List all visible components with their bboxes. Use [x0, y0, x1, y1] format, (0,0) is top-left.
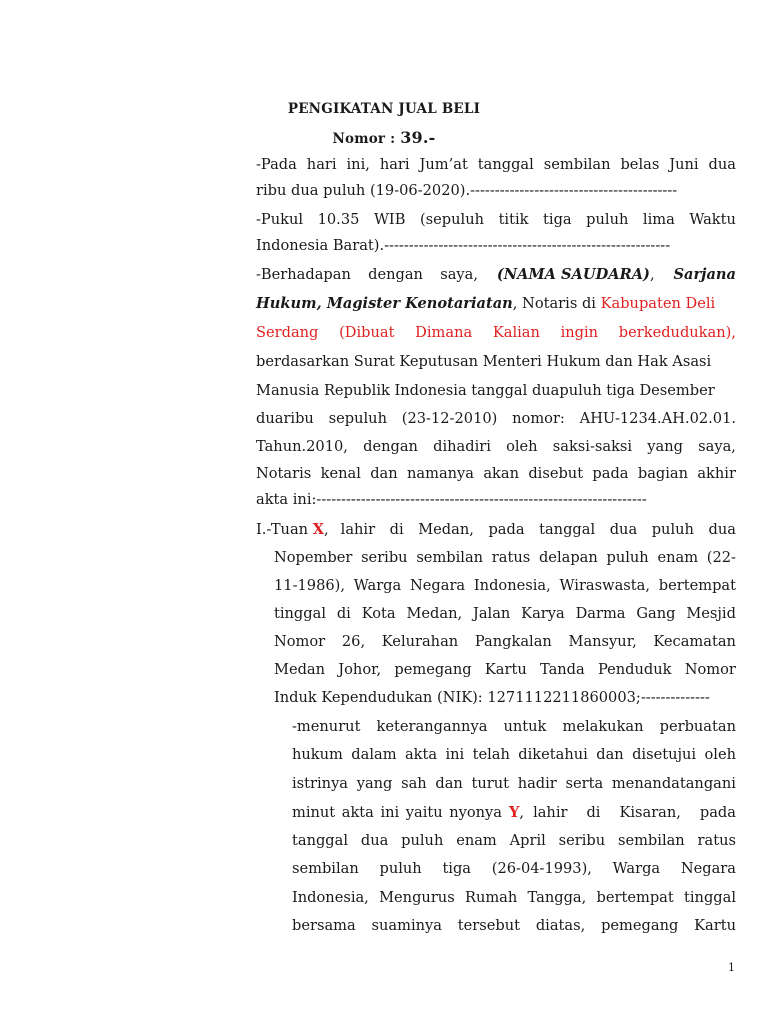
word: Kota [361, 605, 396, 622]
word: puluh [651, 521, 694, 538]
word: minut [292, 804, 336, 821]
word: tanggal [539, 521, 596, 538]
p2-line-1 [256, 210, 736, 230]
p4-line-2 [274, 548, 736, 568]
notary-title: Hukum, Magister Kenotariatan [256, 295, 513, 312]
word: titik [498, 211, 529, 228]
nomor-label: Nomor : [332, 131, 401, 147]
word: Mansyur, [568, 633, 637, 650]
p3-l1-words [256, 265, 478, 285]
word: Darma [575, 605, 626, 622]
word: disetujui [632, 746, 697, 763]
word: yang [647, 438, 683, 455]
word: saya, [698, 438, 736, 455]
word: dua [708, 156, 736, 173]
word: kenal [320, 465, 361, 482]
word: ratus [697, 832, 736, 849]
word: Gang [636, 605, 676, 622]
word: 26, [341, 633, 366, 650]
word: Juni [669, 156, 699, 173]
word: ini [445, 746, 465, 763]
word: Nomor [684, 661, 736, 678]
word: puluh [586, 211, 629, 228]
word: AHU-1234.AH.02.01. [579, 410, 736, 427]
word: sepuluh [328, 410, 387, 427]
word: (Dibuat [339, 324, 395, 341]
word: Kartu [484, 661, 527, 678]
word: lima [642, 211, 675, 228]
word: oleh [704, 746, 736, 763]
p3-line-9: akta ini:------------------------------------------------------------------- [256, 491, 647, 508]
word: Warga [353, 577, 402, 594]
p4-line-3 [274, 576, 736, 596]
word: puluh [401, 832, 444, 849]
word: puluh [606, 549, 649, 566]
p3-line-7 [256, 437, 736, 457]
word: Penduduk [597, 661, 672, 678]
word: Kartu [694, 917, 736, 934]
word: menandatangani [611, 775, 736, 792]
word: WIB [373, 211, 406, 228]
word: -Pukul [256, 211, 304, 228]
p5-line-4: minut akta ini yaitu nyonya Y, lahir di Kisaran, pada [292, 804, 736, 821]
word: Warga [612, 860, 661, 877]
word: lahir [340, 521, 376, 538]
word: bertempat [596, 889, 674, 906]
word: di [389, 521, 404, 538]
p4-line-4 [274, 604, 736, 624]
word: Rumah [464, 889, 518, 906]
word: keterangannya [376, 718, 488, 735]
word: ingin [560, 324, 599, 341]
word: untuk [503, 718, 547, 735]
notary-name: (NAMA SAUDARA) [496, 266, 650, 283]
word: akhir [697, 465, 736, 482]
word: saksi-saksi [552, 438, 633, 455]
word: Negara [410, 577, 466, 594]
word: Dimana [415, 324, 473, 341]
p4-line-5 [274, 632, 736, 652]
word: Jalan [472, 605, 511, 622]
word: dua [360, 832, 389, 849]
word: dua [708, 521, 736, 538]
word: sah [401, 775, 427, 792]
word: tinggal [684, 889, 736, 906]
word: nyonya [449, 804, 502, 821]
word: 11-1986), [274, 577, 345, 594]
word: sembilan [543, 156, 611, 173]
p2-line-2: Indonesia Barat).---------------------------------------------------------- [256, 237, 671, 254]
word: Karya [521, 605, 565, 622]
word: dengan [363, 438, 418, 455]
word: (23-12-2010) [401, 410, 498, 427]
word: dan [596, 746, 624, 763]
word: sembilan [416, 549, 484, 566]
p5-line-7 [292, 888, 736, 908]
word: Medan [274, 661, 326, 678]
word: tiga [543, 211, 572, 228]
word: Jum’at [419, 156, 468, 173]
word: hadir [517, 775, 557, 792]
word: bertempat [658, 577, 736, 594]
word: seribu [361, 549, 408, 566]
word: dan [370, 465, 398, 482]
word: bersama [292, 917, 356, 934]
word: pada [699, 804, 736, 821]
word: dua [609, 521, 638, 538]
p5-line-8 [292, 916, 736, 936]
word: sembilan [292, 860, 359, 877]
word: Tangga, [527, 889, 587, 906]
word: Serdang [256, 324, 319, 341]
word: Mengurus [379, 889, 455, 906]
word: tinggal [274, 605, 326, 622]
word: tanggal [292, 832, 349, 849]
word: akta [404, 746, 438, 763]
word: pada [488, 521, 525, 538]
word: berkedudukan), [618, 324, 736, 341]
word: (sepuluh [419, 211, 485, 228]
word: (26-04-1993), [491, 860, 592, 877]
p5-line-2 [292, 745, 736, 765]
word: disebut [528, 465, 584, 482]
p3-l1-name: (NAMA SAUDARA), [496, 266, 655, 283]
word: melakukan [562, 718, 644, 735]
page-number: 1 [728, 961, 735, 974]
word: pada [592, 465, 629, 482]
p3-line-6 [256, 409, 736, 429]
word: dengan [368, 266, 423, 283]
word: hari [379, 156, 410, 173]
word: Kelurahan [381, 633, 459, 650]
word: hari [306, 156, 337, 173]
word: Tahun.2010, [256, 438, 348, 455]
word: di [336, 605, 351, 622]
word: -Pada [256, 156, 297, 173]
word: tersebut [457, 917, 521, 934]
word: Tanda [539, 661, 585, 678]
p3-line-3 [256, 323, 736, 343]
word: diatas, [535, 917, 586, 934]
party-y: Y [509, 804, 520, 821]
word: dan [435, 775, 463, 792]
word: tanggal [477, 156, 534, 173]
word: serta [565, 775, 604, 792]
word: akta [341, 804, 374, 821]
word: Johor, [338, 661, 382, 678]
word: sembilan [617, 832, 685, 849]
word: pemegang [394, 661, 472, 678]
word: Notaris [256, 465, 312, 482]
word: istrinya [292, 775, 349, 792]
word: Indonesia, [473, 577, 551, 594]
p5-line-3 [292, 774, 736, 794]
p4-l1-words [341, 520, 736, 540]
p3-line-8 [256, 464, 736, 484]
nomor-value: 39.- [400, 128, 436, 147]
word: 10.35 [317, 211, 360, 228]
word: Kalian [492, 324, 540, 341]
word: duaribu [256, 410, 314, 427]
word: dihadiri [433, 438, 491, 455]
word: oleh [506, 438, 538, 455]
word: Wiraswasta, [559, 577, 650, 594]
word: Medan, [406, 605, 463, 622]
p5-line-1 [292, 717, 736, 737]
word: ini [380, 804, 400, 821]
word: ratus [491, 549, 531, 566]
word: suaminya [371, 917, 442, 934]
p3-line-2: Hukum, Magister Kenotariatan, Notaris di Kabupaten Deli [256, 295, 716, 312]
word: (22- [706, 549, 736, 566]
word: belas [620, 156, 660, 173]
p4-line-6 [274, 660, 736, 680]
p5-line-6 [292, 859, 736, 879]
word: lahir [533, 804, 568, 821]
word: namanya [407, 465, 474, 482]
p3-l1-degree: Sarjana [673, 266, 736, 283]
word: ini, [346, 156, 370, 173]
word: Kisaran, [619, 804, 681, 821]
p4-line-1: I.-Tuan X , lahir di Medan, pada tanggal dua puluh dua [256, 521, 736, 538]
word: diketahui [518, 746, 588, 763]
word: yaitu [405, 804, 443, 821]
p4-line-7: Induk Kependudukan (NIK): 1271112211860003;-------------- [274, 689, 710, 706]
document-number [0, 128, 768, 147]
word: perbuatan [659, 718, 736, 735]
word: Nopember [274, 549, 353, 566]
p5-line-5 [292, 831, 736, 851]
word: tiga [442, 860, 472, 877]
p3-line-5: Manusia Republik Indonesia tanggal duapuluh tiga Desember [256, 382, 715, 399]
word: enam [657, 549, 699, 566]
p1-line-2: ribu dua puluh (19-06-2020).------------------------------------------ [256, 182, 678, 199]
word: bagian [637, 465, 689, 482]
word: Nomor [274, 633, 326, 650]
notary-location: Kabupaten Deli [600, 295, 716, 312]
p1-line-1 [256, 155, 736, 175]
word: delapan [538, 549, 598, 566]
word: Medan, [418, 521, 474, 538]
party-x: X [312, 521, 325, 538]
word: turut [471, 775, 510, 792]
document-title: PENGIKATAN JUAL BELI [287, 101, 481, 117]
word: Indonesia, [292, 889, 369, 906]
word: enam [456, 832, 497, 849]
word: Mesjid [686, 605, 736, 622]
word: saya, [440, 266, 478, 283]
p3-line-1 [256, 265, 736, 285]
word: Negara [680, 860, 736, 877]
word: Pangkalan [474, 633, 552, 650]
word: -menurut [292, 718, 361, 735]
word: yang [356, 775, 393, 792]
word: -Berhadapan [256, 266, 351, 283]
word: Waktu [689, 211, 736, 228]
p3-line-4: berdasarkan Surat Keputusan Menteri Hukum dan Hak Asasi [256, 353, 712, 370]
word: akan [483, 465, 519, 482]
word: puluh [379, 860, 422, 877]
word: Kecamatan [653, 633, 736, 650]
word: nomor: [512, 410, 565, 427]
word: di [586, 804, 601, 821]
word: pemegang [601, 917, 679, 934]
word: dalam [351, 746, 397, 763]
word: telah [472, 746, 510, 763]
word: seribu [558, 832, 606, 849]
word: April [509, 832, 546, 849]
word: hukum [292, 746, 343, 763]
